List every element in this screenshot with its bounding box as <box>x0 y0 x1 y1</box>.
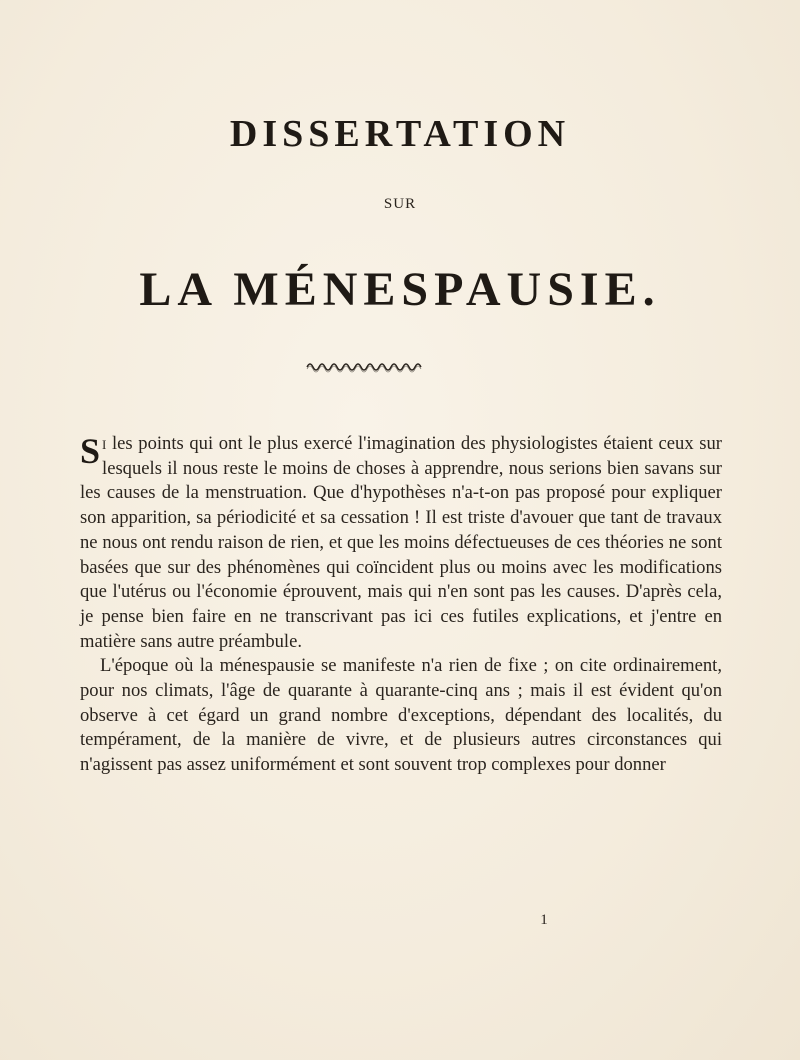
title-connector: SUR <box>383 196 417 212</box>
paragraph-1 <box>80 432 722 654</box>
paragraph-2: L'époque où la ménespausie se manifeste n'a rien de fixe ; on cite ordinairement, pour nos climats, l'âge de quarante à quarante-cinq ans ; mais il est évident qu'on observe à cet égard un grand nombre d'exceptions, dépendant des localités, du tempérament, de la manière de vivre, et de plusieurs autres circonstances qui n'agissent pas assez uniformément et sont souvent trop complexes pour donner <box>80 655 722 776</box>
first-word-rest: i <box>102 433 107 454</box>
paragraph-1-text: les points qui ont le plus exercé l'imagination des physiologistes étaient ceux sur lesquels il nous reste le moins de choses à apprendre, nous serions bien savans sur les causes de la menstruation. Que d'hypothèses n'a-t-on pas proposé pour expliquer son apparition, sa périodicité et sa cessation ! Il est triste d'avouer que tant de travaux ne nous ont rendu raison de rien, et que les moins défectueuses de ces théories ne sont basées que sur des phénomènes qui coïncident plus ou moins avec les modifications que l'utérus ou l'économie éprouvent, mais qui n'en sont pas les causes. D'après cela, je pense bien faire en ne transcrivant pas ici ces futiles explications, et j'entre en matière sans autre préambule. <box>80 433 722 652</box>
page-title: DISSERTATION <box>229 113 571 155</box>
page-subtitle: LA MÉNESPAUSIE. <box>139 263 661 316</box>
drop-cap: S <box>80 431 101 471</box>
page-number: 1 <box>540 912 548 928</box>
ornament-divider <box>305 360 425 374</box>
body-text <box>80 432 722 778</box>
